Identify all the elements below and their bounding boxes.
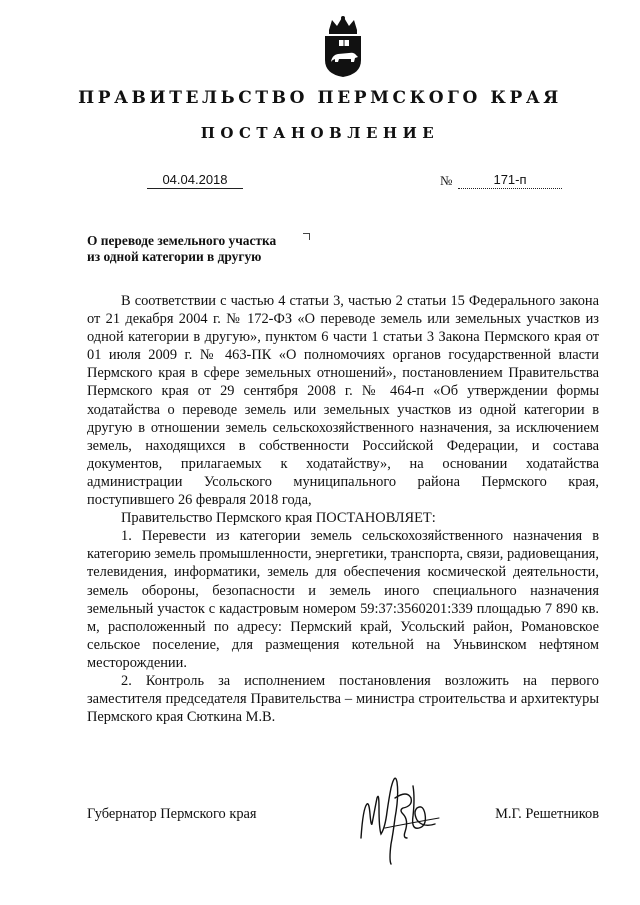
clause-2: 2. Контроль за исполнением постановления возложить на первого заместителя председателя Правительства – министра строительства и архитектуры Пермского края Сюткина М.В. (87, 672, 599, 726)
document-number: 171-п (458, 172, 562, 189)
resolution-statement: Правительство Пермского края ПОСТАНОВЛЯЕТ: (121, 510, 436, 527)
clause-1: 1. Перевести из категории земель сельскохозяйственного назначения в категорию земель промышленности, энергетики, транспорта, связи, радиовещания, телевидения, информатики, земель для обеспечения космической деятельности, земель обороны, безопасности и земель иного специального назначения земельный участок с кадастровым номером 59:37:3560201:339 площадью 7 890 кв. м, расположенный по адресу: Пермский край, Усольский район, Романовское сельское поселение, для размещения котельной на Уньвинском нефтяном месторождении. (87, 528, 599, 671)
number-sign: № (440, 173, 453, 188)
document-type: ПОСТАНОВЛЕНИЕ (200, 124, 440, 142)
corner-mark (303, 233, 310, 240)
subject-line-2: из одной категории в другую (87, 249, 262, 264)
document-subject (87, 233, 276, 265)
signatory-position: Губернатор Пермского края (87, 806, 257, 822)
government-title: ПРАВИТЕЛЬСТВО ПЕРМСКОГО КРАЯ (78, 88, 562, 108)
perm-krai-coat-of-arms-icon (319, 14, 367, 78)
document-date: 04.04.2018 (147, 172, 243, 189)
signature-block (87, 806, 599, 828)
subject-line-1: О переводе земельного участка (87, 233, 277, 248)
signatory-name: М.Г. Решетников (495, 806, 599, 822)
preamble-paragraph: В соответствии с частью 4 статьи 3, частью 2 статьи 15 Федерального закона от 21 декабря 2004 г. № 172-ФЗ «О переводе земель или земельных участков из одной категории в другую», пунктом 6 части 1 статьи 3 Закона Пермского края от 01 июля 2009 г. № 463-ПК «О полномочиях органов государственной власти Пермского края в сфере земельных отношений», постановлением Правительства Пермского края от 29 сентября 2008 г. № 464-п «Об утверждении формы ходатайства о переводе земель или земельных участков из одной категории в другую в отношении земель сельскохозяйственного назначения, за исключением земель, находящихся в собственности Российской Федерации, и состава документов, прилагаемых к ходатайству», на основании ходатайства администрации Усольского муниципального района Пермского края, поступившего 26 февраля 2018 года, (87, 293, 599, 509)
handwritten-signature-icon (355, 768, 445, 868)
document-body (87, 292, 599, 726)
